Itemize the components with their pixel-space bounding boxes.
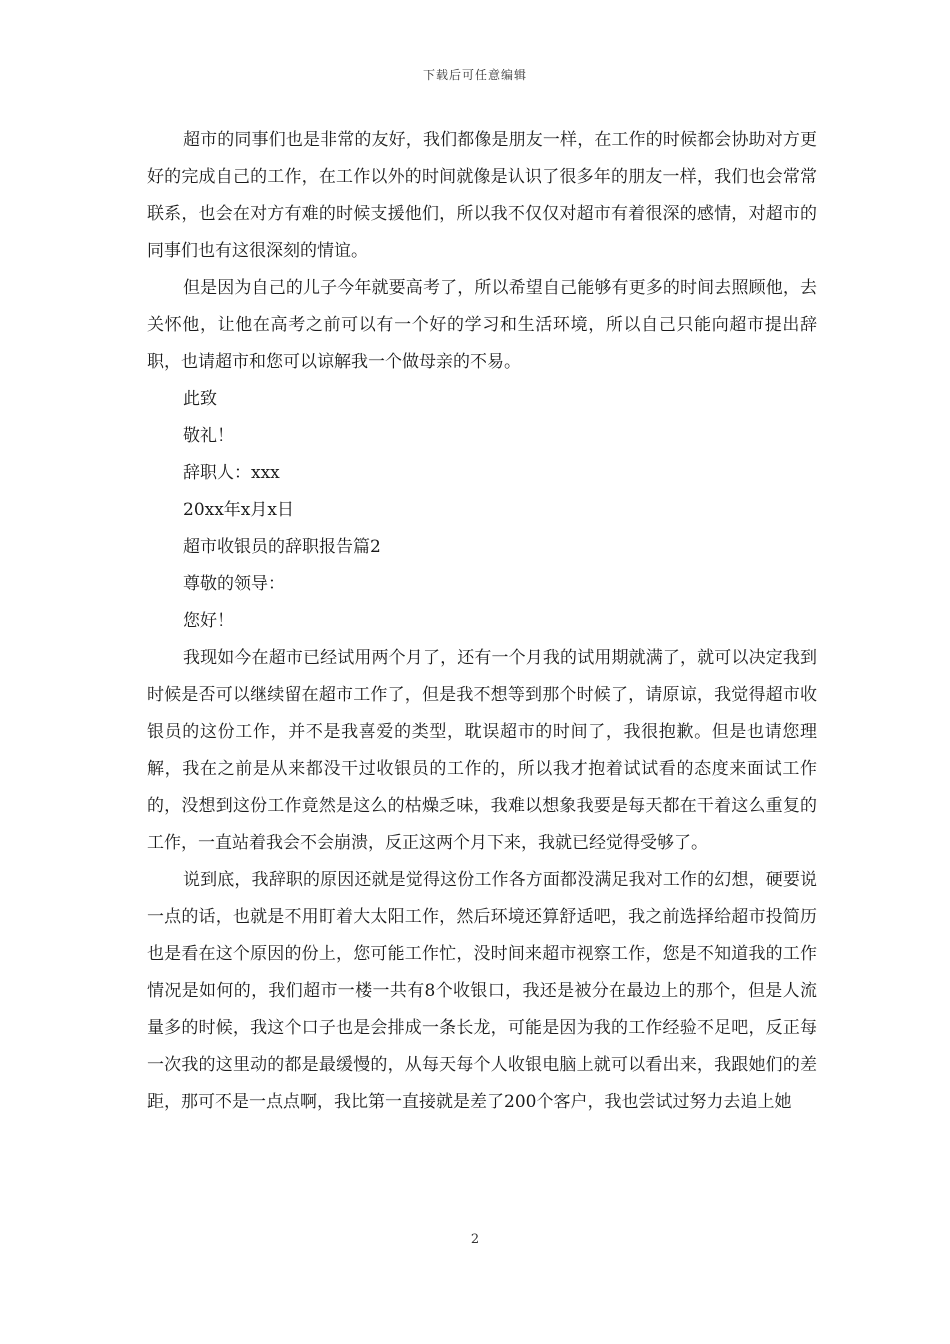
page-header-note: 下载后可任意编辑: [422, 68, 527, 82]
document-body: [147, 122, 817, 1121]
body-paragraph: 超市的同事们也是非常的友好，我们都像是朋友一样，在工作的时候都会协助对方更好的完成自己的工作，在工作以外的时间就像是认识了很多年的朋友一样，我们也会常常联系，也会在对方有难的时候支援他们，所以我不仅仅对超市有着很深的感情，对超市的同事们也有这很深刻的情谊。: [147, 130, 817, 261]
section-title: 超市收银员的辞职报告篇2: [183, 537, 381, 557]
greeting-line: 您好！: [183, 611, 234, 631]
regards-line: 敬礼！: [183, 426, 234, 446]
date-line: 20xx年x月x日: [183, 500, 294, 520]
body-paragraph: 我现如今在超市已经试用两个月了，还有一个月我的试用期就满了，就可以决定我到时候是否可以继续留在超市工作了，但是我不想等到那个时候了，请原谅，我觉得超市收银员的这份工作，并不是我喜爱的类型，耽误超市的时间了，我很抱歉。但是也请您理解，我在之前是从来都没干过收银员的工作的，所以我才抱着试试看的态度来面试工作的，没想到这份工作竟然是这么的枯燥乏味，我难以想象我要是每天都在干着这么重复的工作，一直站着我会不会崩溃，反正这两个月下来，我就已经觉得受够了。: [147, 648, 817, 853]
closing-line: 此致: [183, 389, 217, 409]
body-paragraph: 但是因为自己的儿子今年就要高考了，所以希望自己能够有更多的时间去照顾他，去关怀他，让他在高考之前可以有一个好的学习和生活环境，所以自己只能向超市提出辞职，也请超市和您可以谅解我一个做母亲的不易。: [147, 278, 817, 372]
salutation-line: 尊敬的领导：: [183, 574, 285, 594]
signer-line: 辞职人：xxx: [183, 463, 280, 483]
body-paragraph: 说到底，我辞职的原因还就是觉得这份工作各方面都没满足我对工作的幻想，硬要说一点的话，也就是不用盯着大太阳工作，然后环境还算舒适吧，我之前选择给超市投简历也是看在这个原因的份上，您可能工作忙，没时间来超市视察工作，您是不知道我的工作情况是如何的，我们超市一楼一共有8个收银口，我还是被分在最边上的那个，但是人流量多的时候，我这个口子也是会排成一条长龙，可能是因为我的工作经验不足吧，反正每一次我的这里动的都是最缓慢的，从每天每个人收银电脑上就可以看出来，我跟她们的差距，那可不是一点点啊，我比第一直接就是差了200个客户，我也尝试过努力去追上她: [147, 870, 817, 1112]
page-number: 2: [470, 1232, 480, 1247]
